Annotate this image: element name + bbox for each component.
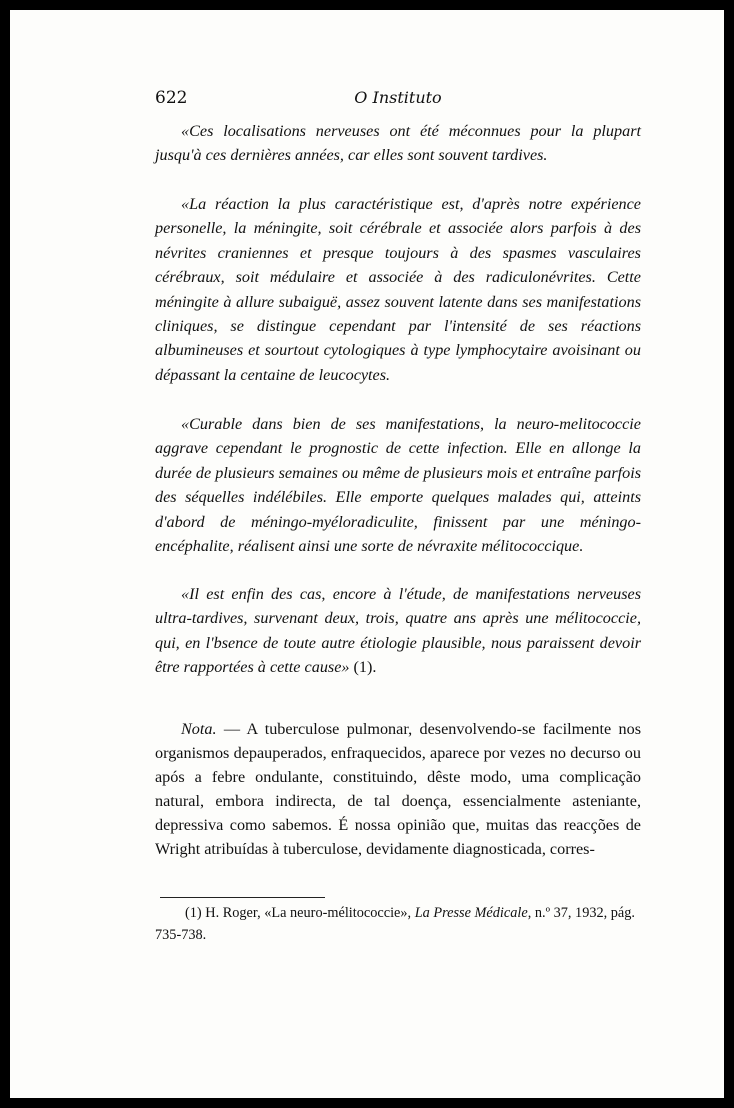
quote-paragraph-1	[155, 119, 641, 168]
page-number: 622	[155, 88, 188, 108]
footnote-marker: (1)	[185, 905, 202, 921]
footnote-divider	[160, 897, 325, 898]
quote-paragraph-2	[155, 192, 641, 387]
quote-paragraph-4	[155, 582, 641, 680]
footnote-reference: (1).	[353, 658, 377, 677]
quote-text: «Ces localisations nerveuses ont été méconnues pour la plupart jusqu'à ces dernières années, car elles sont souvent tardives.	[155, 122, 641, 165]
nota-paragraph	[155, 718, 641, 861]
book-page	[10, 10, 724, 1098]
nota-text: — A tuberculose pulmonar, desenvolvendo-se facilmente nos organismos depauperados, enfraquecidos, aparece por vezes no decurso ou após a febre ondulante, constituindo, dêste modo, uma complicação natural, embora indirecta, de tal doença, essencialmente asteniante, depressiva como sabemos. É nossa opinião que, muitas das reacções de Wright atribuídas à tuberculose, devidamente diagnosticada, corres-	[155, 720, 641, 858]
footnote-journal: La Presse Médicale	[414, 905, 528, 921]
footnote-citation: , n.º 37, 1932, pág. 735-738.	[155, 905, 636, 943]
footnote-text: H. Roger, «La neuro-mélitococcie»,	[201, 905, 415, 921]
running-header	[155, 88, 641, 112]
quote-paragraph-3	[155, 412, 641, 558]
quote-text: «La réaction la plus caractéristique est, d'après notre expérience personelle, la méningite, soit cérébrale et associée alors parfois à des névrites craniennes et presque toujours à des spasmes vasculaires cérébraux, soit médulaire et associée à des radiculonévrites. Cette méningite à allure subaiguë, assez souvent latente dans ses manifestations cliniques, se distingue cependant par l'intensité de ses réactions albumineuses et sourtout cytologiques à type lymphocytaire avoisinant ou dépassant la centaine de leucocytes.	[155, 195, 641, 384]
journal-title: O Instituto	[354, 88, 442, 107]
quote-text: «Il est enfin des cas, encore à l'étude, de manifestations nerveuses ultra-tardives, survenant deux, trois, quatre ans après une mélitococcie, qui, en l'bsence de toute autre étiologie plausible, nous paraissent devoir être rapportées à cette cause»	[155, 585, 641, 677]
quote-text: «Curable dans bien de ses manifestations, la neuro-melitococcie aggrave cependant le prognostic de cette infection. Elle en allonge la durée de plusieurs semaines ou même de plusieurs mois et entraîne parfois des séquelles indélébiles. Elle emporte quelques malades qui, atteints d'abord de méningo-myéloradiculite, finissent par une méningo-encéphalite, réalisent ainsi une sorte de névraxite mélitococcique.	[155, 415, 642, 556]
nota-label: Nota.	[181, 720, 217, 738]
footnote	[155, 902, 641, 946]
